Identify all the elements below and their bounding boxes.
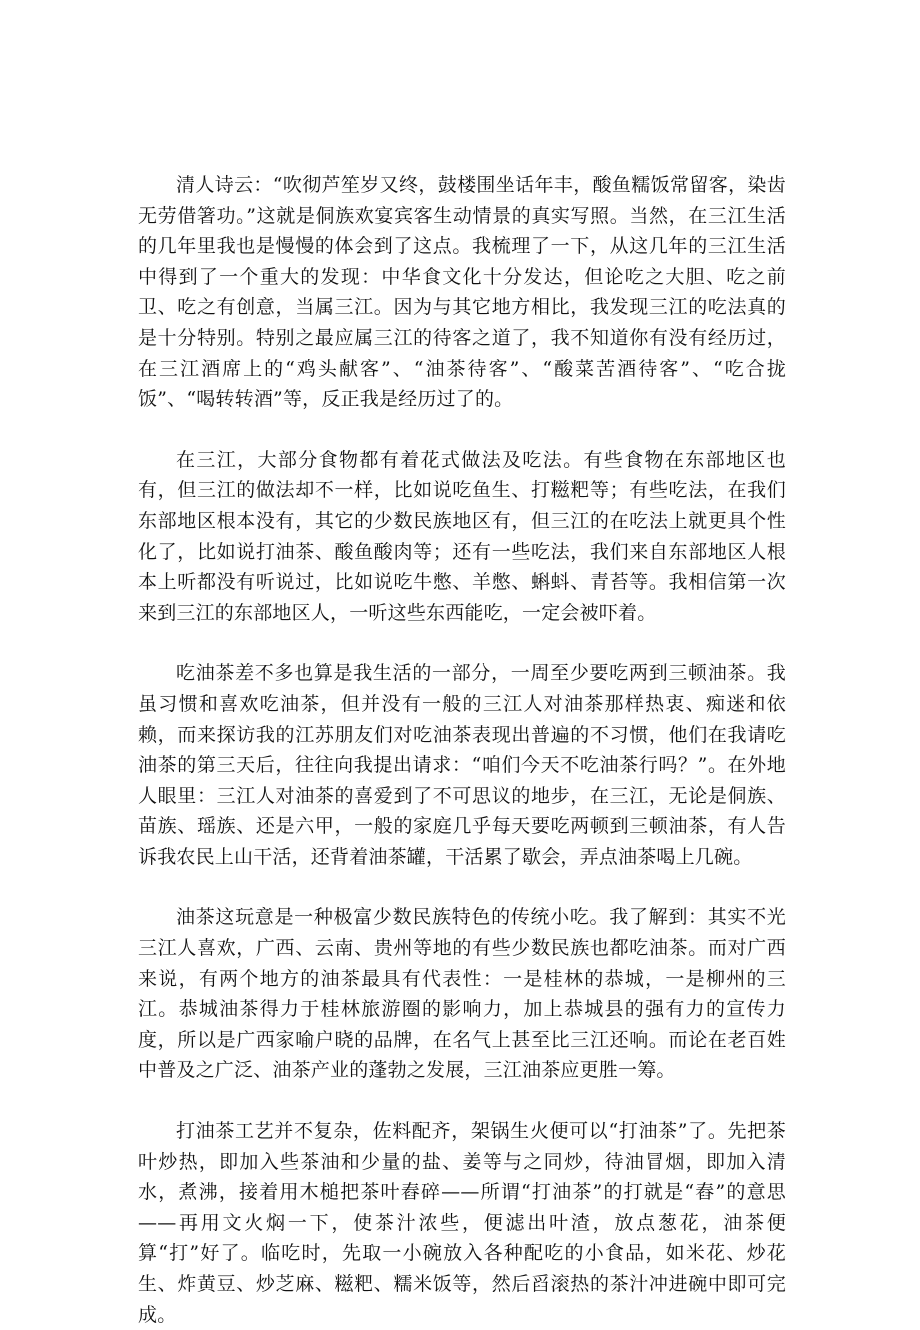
paragraph-4: 油茶这玩意是一种极富少数民族特色的传统小吃。我了解到：其实不光三江人喜欢，广西、云南、贵州等地的有些少数民族也都吃油茶。而对广西来说，有两个地方的油茶最具有代表性：一是桂林的恭城，一是柳州的三江。恭城油茶得力于桂林旅游圈的影响力，加上恭城县的强有力的宣传力度，所以是广西家喻户晓的品牌，在名气上甚至比三江还响。而论在老百姓中普及之广泛、油茶产业的蓬勃之发展，三江油茶应更胜一筹。 bbox=[138, 906, 786, 1082]
paragraph-5: 打油茶工艺并不复杂，佐料配齐，架锅生火便可以“打油茶”了。先把茶叶炒热，即加入些茶油和少量的盐、姜等与之同炒，待油冒烟，即加入清水，煮沸，接着用木槌把茶叶舂碎——所谓“打油茶”的打就是“舂”的意思——再用文火焖一下，使茶汁浓些，便滤出叶渣，放点葱花，油茶便算“打”好了。临吃时，先取一小碗放入各种配吃的小食品，如米花、炒花生、炸黄豆、炒芝麻、糍粑、糯米饭等，然后舀滚热的茶汁冲进碗中即可完成。 bbox=[138, 1120, 786, 1326]
paragraph-2: 在三江，大部分食物都有着花式做法及吃法。有些食物在东部地区也有，但三江的做法却不一样，比如说吃鱼生、打糍粑等；有些吃法，在我们东部地区根本没有，其它的少数民族地区有，但三江的在吃法上就更具个性化了，比如说打油茶、酸鱼酸肉等；还有一些吃法，我们来自东部地区人根本上听都没有听说过，比如说吃牛憋、羊憋、蝌蚪、青苔等。我相信第一次来到三江的东部地区人，一听这些东西能吃，一定会被吓着。 bbox=[138, 448, 786, 624]
paragraph-1: 清人诗云：“吹彻芦笙岁又终，鼓楼围坐话年丰，酸鱼糯饭常留客，染齿无劳借箸功。”这就是侗族欢宴宾客生动情景的真实写照。当然，在三江生活的几年里我也是慢慢的体会到了这点。我梳理了一下，从这几年的三江生活中得到了一个重大的发现：中华食文化十分发达，但论吃之大胆、吃之前卫、吃之有创意，当属三江。因为与其它地方相比，我发现三江的吃法真的是十分特别。特别之最应属三江的待客之道了，我不知道你有没有经历过，在三江酒席上的“鸡头献客”、“油茶待客”、“酸菜苦酒待客”、“吃合拢饭”、“喝转转酒”等，反正我是经历过了的。 bbox=[138, 174, 786, 411]
paragraph-3: 吃油茶差不多也算是我生活的一部分，一周至少要吃两到三顿油茶。我虽习惯和喜欢吃油茶，但并没有一般的三江人对油茶那样热衷、痴迷和依赖，而来探访我的江苏朋友们对吃油茶表现出普遍的不习惯，他们在我请吃油茶的第三天后，往往向我提出请求：“咱们今天不吃油茶行吗？”。在外地人眼里：三江人对油茶的喜爱到了不可思议的地步，在三江，无论是侗族、苗族、瑶族、还是六甲，一般的家庭几乎每天要吃两顿到三顿油茶，有人告诉我农民上山干活，还背着油茶罐，干活累了歇会，弄点油茶喝上几碗。 bbox=[138, 662, 786, 868]
document-body bbox=[138, 170, 786, 1330]
